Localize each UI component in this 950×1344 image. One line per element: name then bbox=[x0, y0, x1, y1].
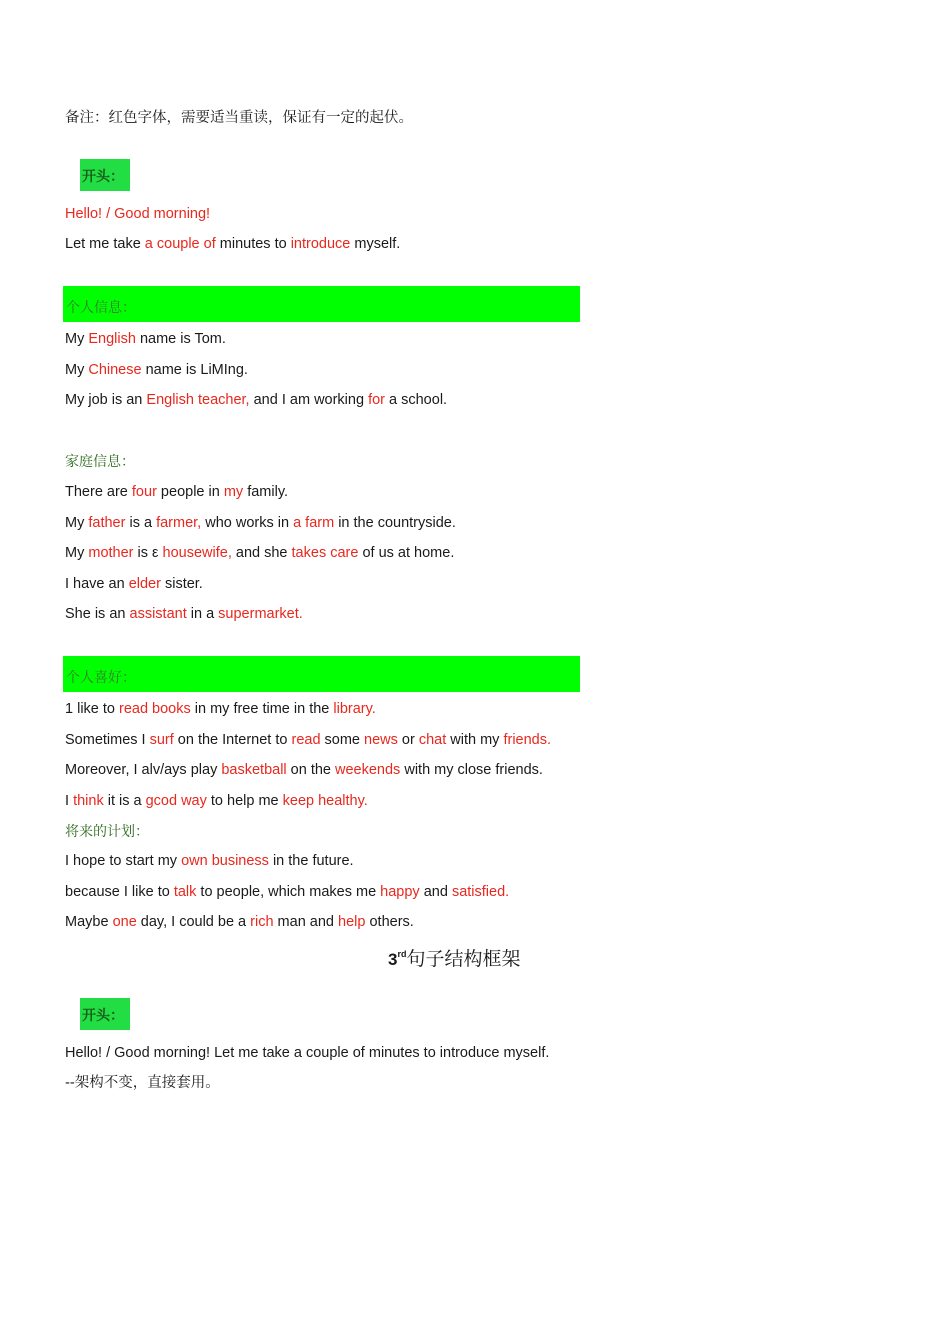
body-text: because I like to bbox=[65, 884, 174, 900]
emphasis-text: think bbox=[73, 793, 104, 809]
body-text: it is a bbox=[103, 793, 146, 809]
emphasis-text: a farm bbox=[293, 515, 335, 531]
future-plans-label: 将来的计划： bbox=[65, 824, 149, 840]
hobbies-line-1 bbox=[65, 699, 376, 719]
body-text: My bbox=[65, 362, 89, 378]
emphasis-text: four bbox=[131, 484, 157, 500]
body-text: with my close friends. bbox=[400, 762, 543, 778]
emphasis-text: basketball bbox=[221, 762, 287, 778]
emphasis-text: keep healthy. bbox=[282, 793, 368, 809]
family-line-3 bbox=[65, 543, 454, 563]
body-text: others. bbox=[365, 914, 414, 930]
body-text: My bbox=[65, 515, 89, 531]
hobbies-line-3 bbox=[65, 760, 543, 780]
emphasis-text: weekends bbox=[335, 762, 401, 778]
body-text: man and bbox=[273, 914, 339, 930]
framework-title-text: 句子结构框架 bbox=[406, 948, 521, 970]
emphasis-text: gcod way bbox=[145, 793, 207, 809]
future-line-2 bbox=[65, 882, 509, 902]
body-text: or bbox=[397, 732, 419, 748]
family-info-label: 家庭信息： bbox=[65, 454, 135, 470]
emphasis-text: surf bbox=[149, 732, 174, 748]
emphasis-text: father bbox=[88, 515, 126, 531]
emphasis-text: library. bbox=[333, 701, 376, 717]
emphasis-text: help bbox=[338, 914, 366, 930]
body-text: with my bbox=[446, 732, 504, 748]
emphasis-text: read books bbox=[119, 701, 191, 717]
body-text: family. bbox=[243, 484, 289, 500]
body-text: in a bbox=[186, 606, 219, 622]
body-text: and I am working bbox=[249, 392, 369, 408]
emphasis-text: English teacher, bbox=[146, 392, 250, 408]
emphasis-text: one bbox=[112, 914, 137, 930]
personal-info-highlight bbox=[63, 286, 580, 322]
family-line-2 bbox=[65, 513, 456, 533]
framework-title-number: 3 bbox=[388, 950, 398, 969]
emphasis-text: Hello! / Good morning! bbox=[65, 206, 211, 222]
body-text: I hope to start my bbox=[65, 853, 182, 869]
body-text: on the bbox=[286, 762, 336, 778]
emphasis-text: news bbox=[364, 732, 398, 748]
body-text: and bbox=[419, 884, 452, 900]
personal-line-2 bbox=[65, 360, 248, 380]
opening-line-2 bbox=[65, 234, 400, 254]
body-text: is a bbox=[125, 515, 157, 531]
emphasis-text: chat bbox=[418, 732, 447, 748]
emphasis-text: English bbox=[88, 331, 136, 347]
future-line-3 bbox=[65, 912, 414, 932]
body-text: 1 like to bbox=[65, 701, 119, 717]
body-text: day, I could be a bbox=[136, 914, 251, 930]
family-line-5 bbox=[65, 604, 303, 624]
emphasis-text: happy bbox=[380, 884, 420, 900]
emphasis-text: friends. bbox=[503, 732, 552, 748]
emphasis-text: supermarket. bbox=[218, 606, 303, 622]
body-text: a school. bbox=[385, 392, 448, 408]
body-text: to help me bbox=[206, 793, 283, 809]
body-text: She is an bbox=[65, 606, 130, 622]
body-text: on the Internet to bbox=[173, 732, 292, 748]
emphasis-text: own business bbox=[181, 853, 269, 869]
emphasis-text: mother bbox=[88, 545, 134, 561]
framework-opening-label: 开头： bbox=[82, 1008, 124, 1024]
personal-line-3 bbox=[65, 390, 447, 410]
body-text: Moreover, I alv/ays play bbox=[65, 762, 222, 778]
note-line: 备注：红色字体，需要适当重读，保证有一定的起伏。 bbox=[65, 110, 413, 126]
opening-line-1 bbox=[65, 204, 210, 224]
body-text: of us at home. bbox=[358, 545, 455, 561]
body-text: is ε bbox=[133, 545, 163, 561]
body-text: name is LiMIng. bbox=[141, 362, 248, 378]
emphasis-text: for bbox=[368, 392, 385, 408]
body-text: minutes to bbox=[215, 236, 291, 252]
body-text: My bbox=[65, 545, 89, 561]
body-text: Let me take bbox=[65, 236, 145, 252]
emphasis-text: my bbox=[223, 484, 244, 500]
emphasis-text: read bbox=[291, 732, 321, 748]
emphasis-text: assistant bbox=[129, 606, 187, 622]
emphasis-text: talk bbox=[173, 884, 197, 900]
emphasis-text: elder bbox=[128, 576, 161, 592]
family-line-1 bbox=[65, 482, 288, 502]
hobbies-line-2 bbox=[65, 730, 551, 750]
framework-title-suffix: rd bbox=[397, 949, 407, 959]
body-text: There are bbox=[65, 484, 132, 500]
body-text: in the future. bbox=[268, 853, 354, 869]
emphasis-text: takes care bbox=[291, 545, 359, 561]
emphasis-text: satisfied. bbox=[451, 884, 510, 900]
opening-label: 开头： bbox=[82, 169, 124, 185]
emphasis-text: Chinese bbox=[88, 362, 142, 378]
body-text: in the countryside. bbox=[334, 515, 456, 531]
emphasis-text: rich bbox=[250, 914, 274, 930]
framework-sentence: Hello! / Good morning! Let me take a couple of minutes to introduce myself. bbox=[65, 1045, 550, 1061]
body-text: to people, which makes me bbox=[196, 884, 381, 900]
body-text: I bbox=[65, 793, 74, 809]
body-text: Sometimes I bbox=[65, 732, 150, 748]
personal-info-label: 个人信息： bbox=[66, 300, 136, 316]
body-text: name is Tom. bbox=[135, 331, 226, 347]
body-text: myself. bbox=[350, 236, 401, 252]
body-text: who works in bbox=[201, 515, 294, 531]
hobbies-line-4 bbox=[65, 791, 368, 811]
emphasis-text: farmer, bbox=[156, 515, 202, 531]
framework-title bbox=[388, 944, 520, 971]
body-text: I have an bbox=[65, 576, 129, 592]
body-text: sister. bbox=[160, 576, 203, 592]
framework-opening-highlight bbox=[80, 998, 130, 1030]
body-text: Maybe bbox=[65, 914, 113, 930]
hobbies-highlight bbox=[63, 656, 580, 692]
family-line-4 bbox=[65, 574, 203, 594]
emphasis-text: housewife, bbox=[162, 545, 232, 561]
future-line-1 bbox=[65, 851, 354, 871]
body-text: and she bbox=[231, 545, 292, 561]
emphasis-text: a couple of bbox=[144, 236, 216, 252]
emphasis-text: introduce bbox=[290, 236, 351, 252]
body-text: in my free time in the bbox=[190, 701, 334, 717]
personal-line-1 bbox=[65, 329, 226, 349]
body-text: My bbox=[65, 331, 89, 347]
body-text: people in bbox=[156, 484, 224, 500]
opening-highlight bbox=[80, 159, 130, 191]
body-text: some bbox=[320, 732, 365, 748]
framework-note: --架构不变，直接套用。 bbox=[65, 1075, 220, 1091]
body-text: My job is an bbox=[65, 392, 147, 408]
hobbies-label: 个人喜好： bbox=[66, 670, 136, 686]
